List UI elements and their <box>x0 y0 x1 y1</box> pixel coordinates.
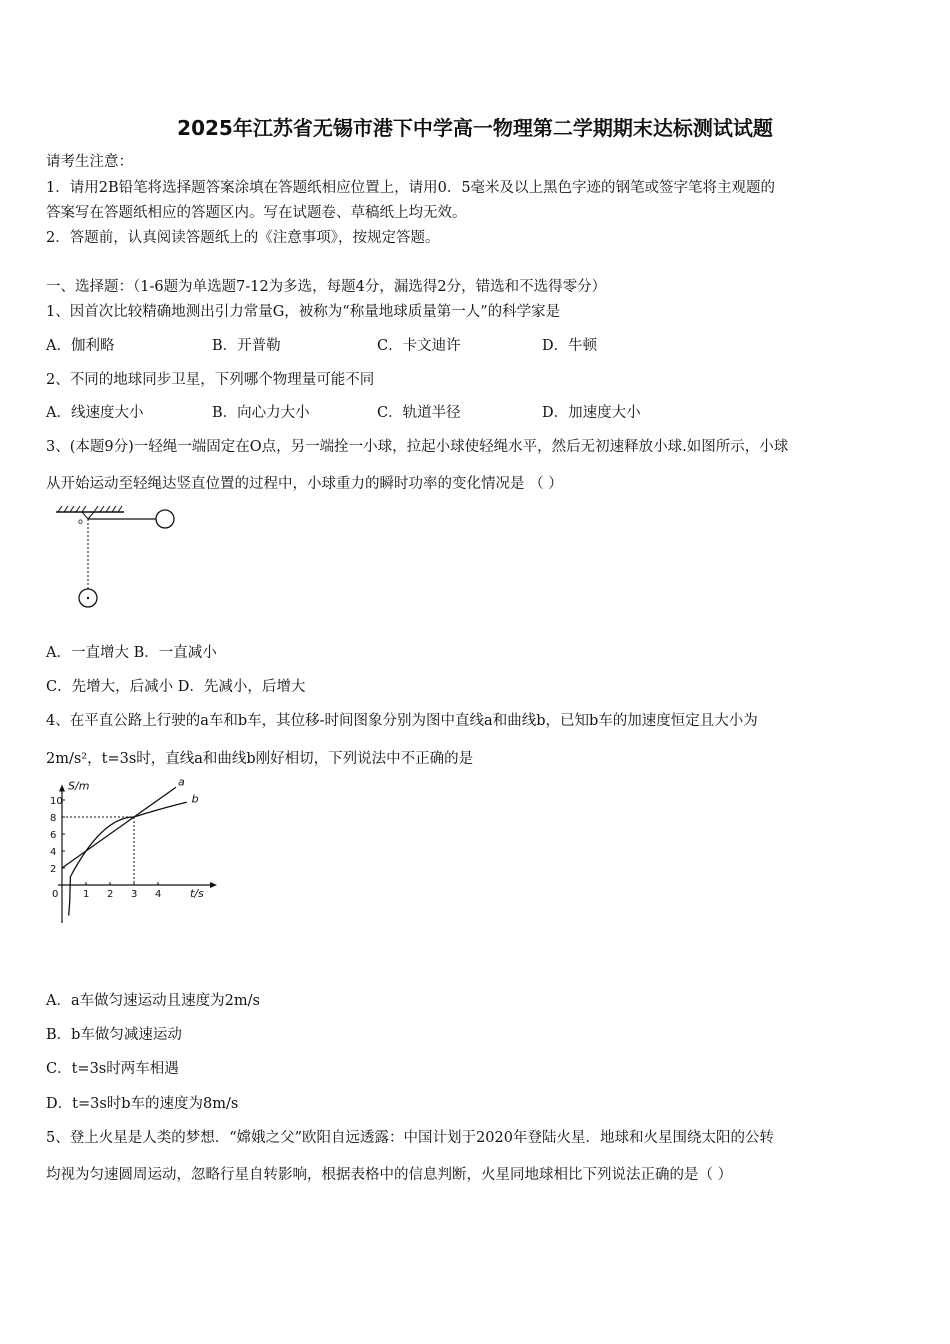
x-tick-label: 3 <box>131 889 138 900</box>
notice-line-1a: 1．请用2B铅笔将选择题答案涂填在答题纸相应位置上，请用0．5毫米及以上黑色字迹的钢笔或签字笔将主观题的 <box>46 180 776 196</box>
ceiling-hatch <box>56 506 124 512</box>
q2-option-c: C．轨道半径 <box>377 405 461 421</box>
q4-option-b: B．b车做匀减速运动 <box>46 1027 182 1043</box>
q3-stem-line-1: 3、(本题9分)一轻绳一端固定在O点，另一端拴一小球，拉起小球使轻绳水平，然后无初速释放小球.如图所示，小球 <box>46 439 789 455</box>
q4-stem-line-2: 2m/s²，t=3s时，直线a和曲线b刚好相切，下列说法中不正确的是 <box>46 751 474 767</box>
q5-stem-line-2: 均视为匀速圆周运动，忽略行星自转影响，根据表格中的信息判断，火星同地球相比下列说法正确的是（ ） <box>46 1167 733 1183</box>
q4-option-a: A．a车做匀速运动且速度为2m/s <box>46 993 260 1009</box>
x-tick-label: 4 <box>155 889 162 900</box>
q4-stem-line-1: 4、在平直公路上行驶的a车和b车，其位移-时间图象分别为图中直线a和曲线b，已知b车的加速度恒定且大小为 <box>46 713 758 729</box>
q3-options-ab: A．一直增大 B．一直减小 <box>46 645 217 661</box>
q5-stem-line-1: 5、登上火星是人类的梦想．“嫦娥之父”欧阳自远透露：中国计划于2020年登陆火星．地球和火星围绕太阳的公转 <box>46 1130 774 1146</box>
y-tick-label: 6 <box>50 830 57 841</box>
notice-heading: 请考生注意： <box>46 154 133 170</box>
section-heading: 一、选择题：（1-6题为单选题7-12为多选，每题4分，漏选得2分，错选和不选得零分） <box>46 279 607 295</box>
q1-stem: 1、因首次比较精确地测出引力常量G，被称为“称量地球质量第一人”的科学家是 <box>46 304 561 320</box>
curve-b-label: b <box>191 792 199 806</box>
notice-line-1b: 答案写在答题纸相应的答题区内。写在试题卷、草稿纸上均无效。 <box>46 205 467 221</box>
q3-options-cd: C．先增大，后减小 D．先减小，后增大 <box>46 679 306 695</box>
y-tick-label: 2 <box>50 864 57 875</box>
x-tick-label: 1 <box>83 889 90 900</box>
x-axis-label: t/s <box>190 887 204 900</box>
q4-option-c: C．t=3s时两车相遇 <box>46 1061 179 1077</box>
pivot-triangle <box>82 512 94 519</box>
ball-final-center <box>87 597 89 599</box>
line-a-label: a <box>178 775 185 789</box>
x-tick-label: 0 <box>52 889 59 900</box>
q1-option-a: A．伽利略 <box>46 338 115 354</box>
y-axis-label: S/m <box>68 779 90 793</box>
q4-option-d: D．t=3s时b车的速度为8m/s <box>46 1096 239 1112</box>
q2-option-a: A．线速度大小 <box>46 405 144 421</box>
q3-stem-line-2: 从开始运动至轻绳达竖直位置的过程中，小球重力的瞬时功率的变化情况是 （ ） <box>46 476 563 492</box>
q2-stem: 2、不同的地球同步卫星，下列哪个物理量可能不同 <box>46 372 375 388</box>
notice-line-2: 2．答题前，认真阅读答题纸上的《注意事项》，按规定答题。 <box>46 230 440 246</box>
y-axis-arrow <box>59 785 65 792</box>
x-tick-label: 2 <box>107 889 114 900</box>
q1-option-b: B．开普勒 <box>212 338 281 354</box>
x-axis-arrow <box>210 882 217 888</box>
position-time-chart <box>40 775 220 965</box>
y-tick-label: 8 <box>50 813 57 824</box>
q2-option-d: D．加速度大小 <box>542 405 641 421</box>
pivot-label: o <box>78 517 83 526</box>
q1-option-d: D．牛顿 <box>542 338 598 354</box>
line-a <box>62 787 176 868</box>
q1-option-c: C．卡文迪许 <box>377 338 461 354</box>
pendulum-figure <box>50 502 190 614</box>
y-tick-label: 10 <box>50 796 63 807</box>
page-title: 2025年江苏省无锡市港下中学高一物理第二学期期末达标测试试题 <box>177 116 773 140</box>
y-tick-label: 4 <box>50 847 57 858</box>
q2-option-b: B．向心力大小 <box>212 405 310 421</box>
ball-initial <box>156 510 174 528</box>
